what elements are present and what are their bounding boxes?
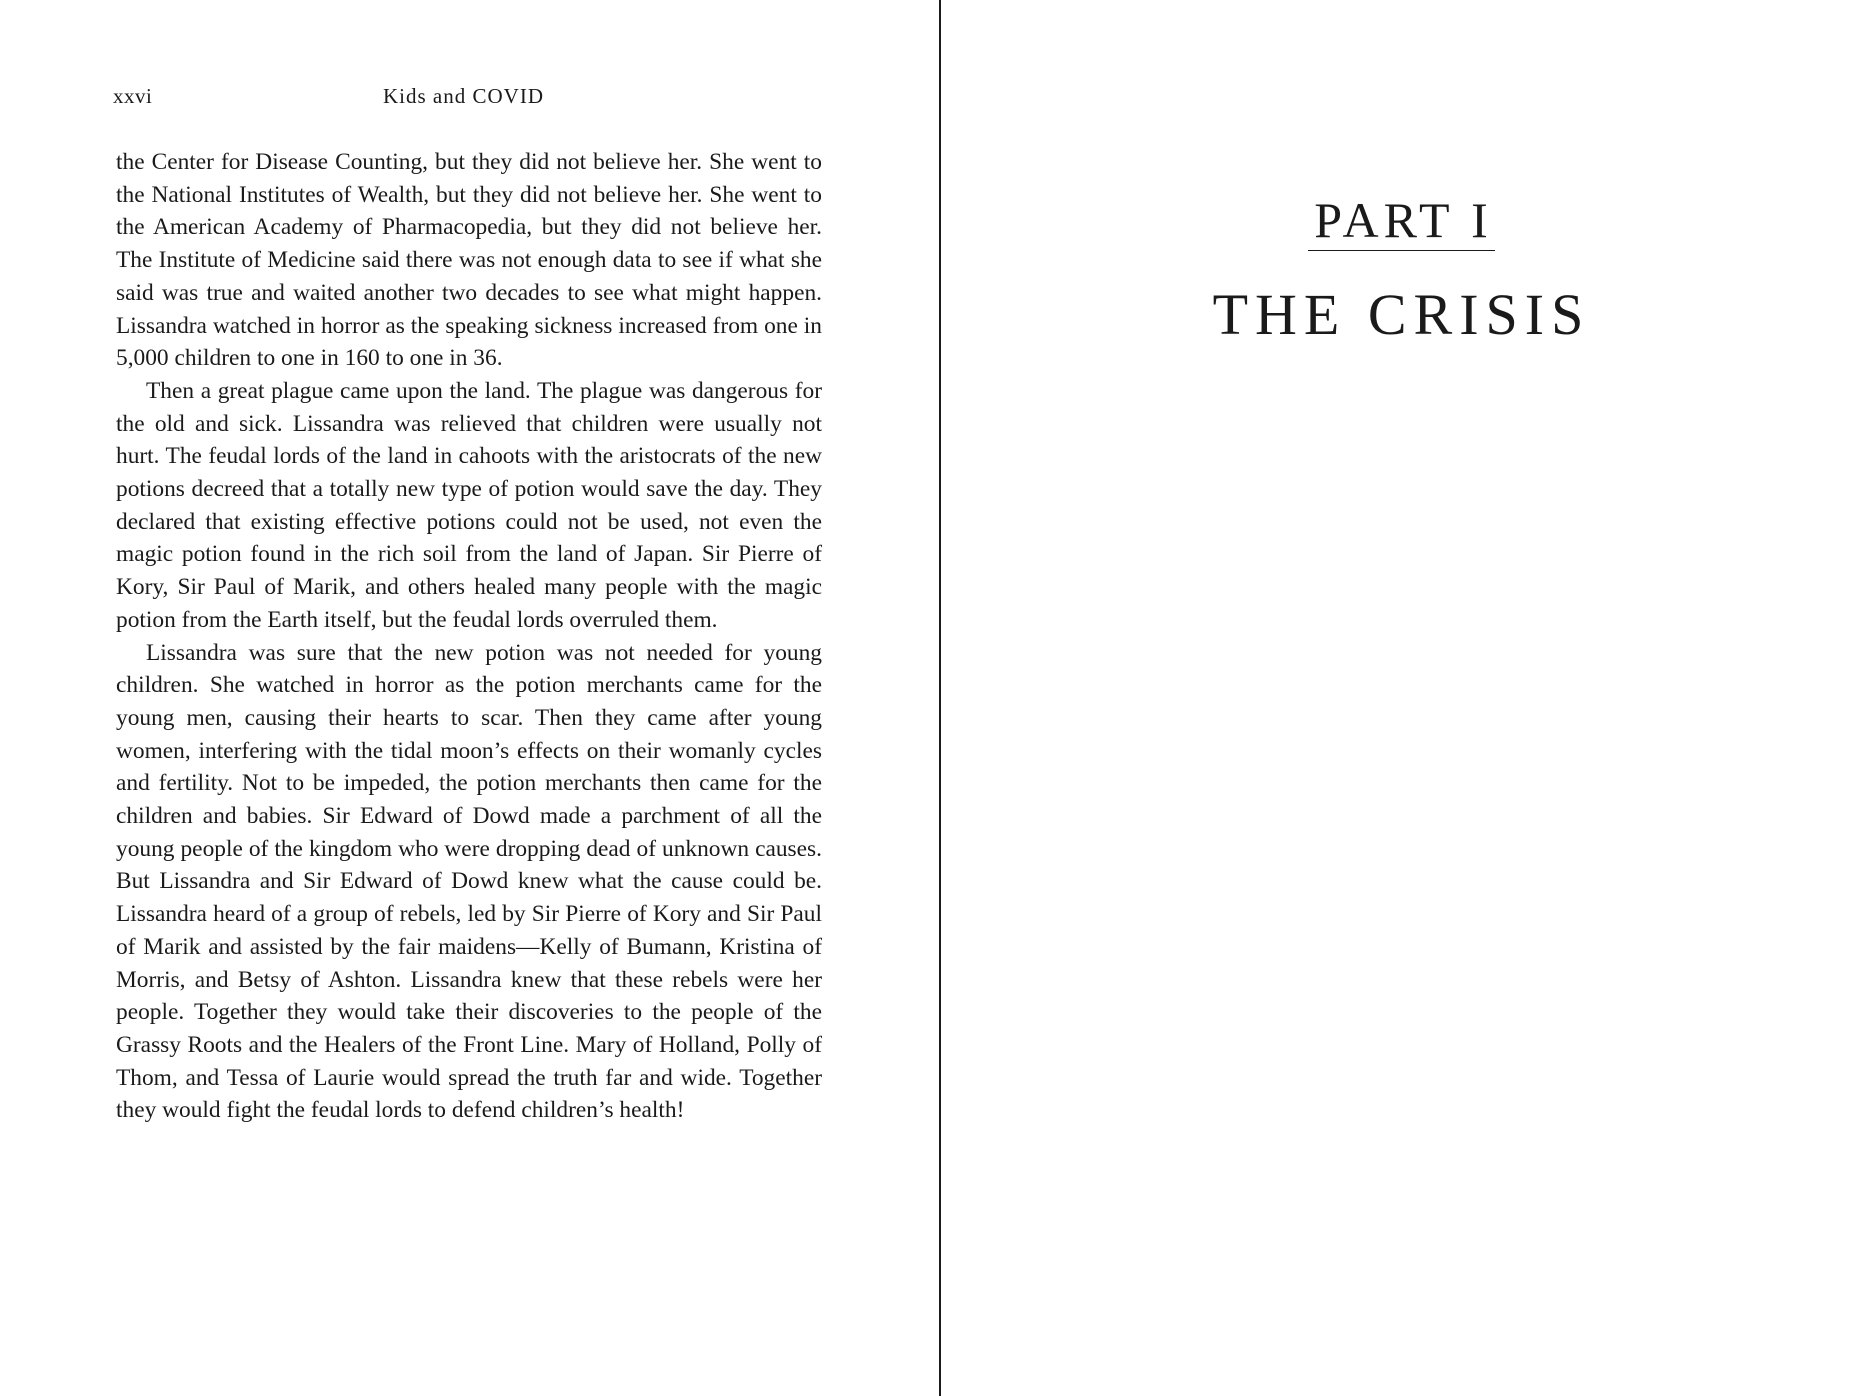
running-title: Kids and COVID bbox=[383, 84, 544, 108]
part-label bbox=[941, 190, 1862, 251]
page-number: xxvi bbox=[113, 84, 153, 108]
paragraph-2: Then a great plague came upon the land. The plague was dangerous for the old and sick. Lissandra was relieved that children were usually not hurt. The feudal lords of the land in cahoots with the aristocrats of the new potions decreed that a totally new type of potion would save the day. They declared that existing effective potions could not be used, not even the magic potion found in the rich soil from the land of Japan. Sir Pierre of Kory, Sir Paul of Marik, and others healed many people with the magic potion from the Earth itself, but the feudal lords overruled them. bbox=[116, 377, 822, 633]
running-head bbox=[113, 84, 823, 114]
paragraph-1: the Center for Disease Counting, but they did not believe her. She went to the National Institutes of Wealth, but they did not believe her. She went to the American Academy of Pharmacopedia, but they did not believe her. The Institute of Medicine said there was not enough data to see if what she said was true and waited another two decades to see what might happen. Lissandra watched in horror as the speaking sickness increased from one in 5,000 children to one in 160 to one in 36. bbox=[116, 149, 822, 372]
part-label-text: PART I bbox=[1308, 192, 1494, 251]
right-page bbox=[941, 0, 1862, 1396]
paragraph-3: Lissandra was sure that the new potion was not needed for young children. She watched in horror as the potion merchants came for the young men, causing their hearts to scar. Then they came after young women, interfering with the tidal moon’s effects on their womanly cycles and fertility. Not to be impeded, the potion merchants then came for the children and babies. Sir Edward of Dowd made a parchment of all the young people of the kingdom who were dropping dead of unknown causes. But Lissandra and Sir Edward of Dowd knew what the cause could be. Lissandra heard of a group of rebels, led by Sir Pierre of Kory and Sir Paul of Marik and assisted by the fair maidens—Kelly of Bumann, Kristina of Morris, and Betsy of Ashton. Lissandra knew that these rebels were her people. Together they would take their discoveries to the people of the Grassy Roots and the Healers of the Front Line. Mary of Holland, Polly of Thom, and Tessa of Laurie would spread the truth far and wide. Together they would fight the feudal lords to defend children’s health! bbox=[116, 639, 822, 1124]
body-text bbox=[116, 146, 822, 1127]
part-title: THE CRISIS bbox=[1212, 282, 1591, 347]
